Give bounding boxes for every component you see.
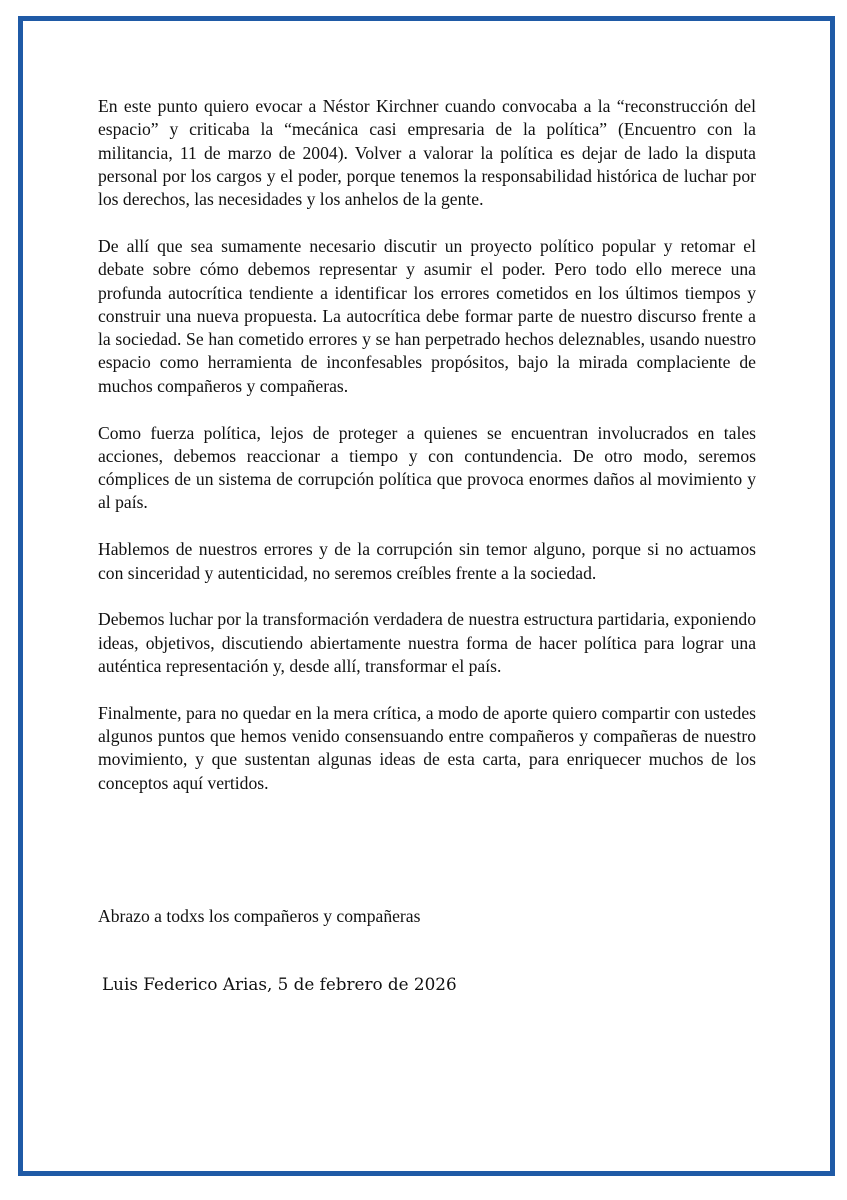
paragraph-fuerza-politica: Como fuerza política, lejos de proteger a quienes se encuentran involucrados en tales acciones, debemos reaccionar a tiempo y con contundencia. De otro modo, seremos cómplices de un sistema de corrupción política que provoca enormes daños al movimiento y al país. bbox=[98, 422, 756, 513]
paragraph-kirchner-quote: En este punto quiero evocar a Néstor Kirchner cuando convocaba a la “reconstrucción del espacio” y criticaba la “mecánica casi empresaria de la política” (Encuentro con la militancia, 11 de marzo de 2004). Volver a valorar la política es dejar de lado la disputa personal por los cargos y el poder, porque tenemos la responsabilidad histórica de luchar por los derechos, las necesidades y los anhelos de la gente. bbox=[98, 96, 756, 210]
paragraph-finalmente: Finalmente, para no quedar en la mera crítica, a modo de aporte quiero compartir con ustedes algunos puntos que hemos venido consensuando entre compañeros y compañeras de nuestro movimiento, y que sustentan algunas ideas de esta carta, para enriquecer muchos de los conceptos aquí vertidos. bbox=[98, 702, 756, 793]
paragraph-autocritica: De allí que sea sumamente necesario discutir un proyecto político popular y retomar el debate sobre cómo debemos representar y asumir el poder. Pero todo ello merece una profunda autocrítica tendiente a identificar los errores cometidos en los últimos tiempos y construir una nueva propuesta. La autocrítica debe formar parte de nuestro discurso frente a la sociedad. Se han cometido errores y se han perpetrado hechos deleznables, usando nuestro espacio como herramienta de inconfesables propósitos, bajo la mirada complaciente de muchos compañeros y compañeras. bbox=[98, 235, 756, 396]
signature-line: Luis Federico Arias, 5 de febrero de 2026 bbox=[102, 974, 457, 994]
letter-body bbox=[98, 95, 756, 926]
closing-salutation: Abrazo a todxs los compañeros y compañeras bbox=[98, 906, 421, 926]
paragraph-transformacion: Debemos luchar por la transformación verdadera de nuestra estructura partidaria, exponiendo ideas, objetivos, discutiendo abiertamente nuestra forma de hacer política para lograr una auténtica representación y, desde allí, transformar el país. bbox=[98, 609, 756, 676]
paragraph-errores-corrupcion: Hablemos de nuestros errores y de la corrupción sin temor alguno, porque si no actuamos con sinceridad y autenticidad, no seremos creíbles frente a la sociedad. bbox=[98, 539, 756, 583]
